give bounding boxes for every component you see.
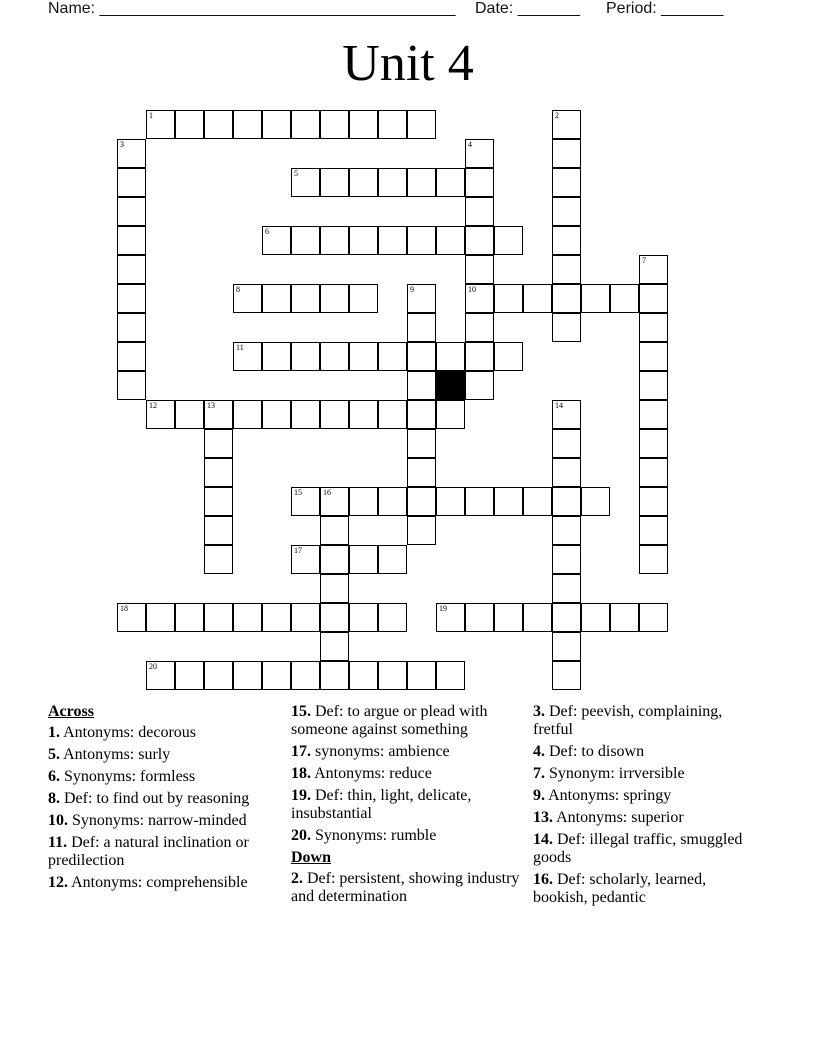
clue-number: 19 xyxy=(439,604,447,613)
clue-number: 16 xyxy=(323,488,331,497)
crossword-cell[interactable] xyxy=(407,168,436,197)
crossword-cell[interactable] xyxy=(204,110,233,139)
clue-text: Antonyms: reduce xyxy=(314,765,432,782)
clue xyxy=(48,834,278,870)
clue-text: Def: a natural inclination or predilection xyxy=(48,834,249,869)
clue xyxy=(533,809,748,827)
crossword-cell[interactable] xyxy=(117,168,146,197)
crossword-cell[interactable] xyxy=(407,516,436,545)
crossword-cell[interactable] xyxy=(320,168,349,197)
crossword-cell[interactable] xyxy=(204,458,233,487)
clue-text: Def: peevish, complaining, fretful xyxy=(533,703,723,738)
crossword-cell[interactable] xyxy=(117,342,146,371)
clue-text: Def: scholarly, learned, bookish, pedantic xyxy=(533,871,707,906)
crossword-cell[interactable] xyxy=(610,603,639,632)
crossword-cell[interactable] xyxy=(407,661,436,690)
clue-text: Synonyms: narrow-minded xyxy=(72,812,247,829)
clue-num: 12. xyxy=(48,874,68,891)
clue xyxy=(533,787,748,805)
crossword-cell[interactable] xyxy=(320,632,349,661)
crossword-cell[interactable] xyxy=(291,110,320,139)
crossword-cell[interactable] xyxy=(233,603,262,632)
crossword-cell[interactable] xyxy=(639,400,668,429)
crossword-cell[interactable] xyxy=(639,342,668,371)
crossword-cell[interactable] xyxy=(146,110,175,139)
crossword-cell[interactable] xyxy=(581,284,610,313)
crossword-cell[interactable] xyxy=(465,284,494,313)
crossword-cell[interactable] xyxy=(204,603,233,632)
clue xyxy=(533,831,748,867)
crossword-cell[interactable] xyxy=(407,429,436,458)
crossword-cell[interactable] xyxy=(494,342,523,371)
crossword-cell[interactable] xyxy=(146,661,175,690)
crossword-cell[interactable] xyxy=(407,284,436,313)
clue-num: 2. xyxy=(291,870,303,887)
crossword-cell[interactable] xyxy=(291,342,320,371)
crossword-cell[interactable] xyxy=(378,110,407,139)
crossword-cell[interactable] xyxy=(552,603,581,632)
crossword-cell[interactable] xyxy=(349,603,378,632)
clue xyxy=(48,812,278,830)
crossword-cell[interactable] xyxy=(146,603,175,632)
crossword-cell[interactable] xyxy=(378,545,407,574)
clue-num: 16. xyxy=(533,871,553,888)
crossword-cell[interactable] xyxy=(349,487,378,516)
clue-text: Antonyms: springy xyxy=(548,787,672,804)
clue-num: 17. xyxy=(291,743,311,760)
crossword-cell[interactable] xyxy=(320,110,349,139)
clue-text: Antonyms: decorous xyxy=(63,724,196,741)
crossword-cell[interactable] xyxy=(146,400,175,429)
crossword-cell[interactable] xyxy=(639,429,668,458)
clue-num: 11. xyxy=(48,834,68,851)
crossword-cell[interactable] xyxy=(465,139,494,168)
clue-num: 10. xyxy=(48,812,68,829)
crossword-cell[interactable] xyxy=(465,197,494,226)
clue-column-1 xyxy=(48,703,278,896)
clue-text: Synonyms: formless xyxy=(64,768,196,785)
crossword-cell[interactable] xyxy=(552,487,581,516)
crossword-cell[interactable] xyxy=(117,603,146,632)
date-field[interactable]: Date: _______ xyxy=(475,0,580,17)
page-title: Unit 4 xyxy=(342,35,474,92)
crossword-cell[interactable] xyxy=(494,226,523,255)
crossword-cell[interactable] xyxy=(204,516,233,545)
crossword-cell[interactable] xyxy=(233,661,262,690)
clue-num: 5. xyxy=(48,746,60,763)
crossword-cell[interactable] xyxy=(552,632,581,661)
crossword-cell[interactable] xyxy=(465,342,494,371)
clue xyxy=(291,765,521,783)
clue-num: 18. xyxy=(291,765,311,782)
crossword-cell[interactable] xyxy=(349,284,378,313)
crossword-cell[interactable] xyxy=(291,545,320,574)
period-field[interactable]: Period: _______ xyxy=(606,0,724,17)
crossword-cell[interactable] xyxy=(436,226,465,255)
clue-num: 20. xyxy=(291,827,311,844)
clue-number: 7 xyxy=(642,256,646,265)
crossword-cell[interactable] xyxy=(436,400,465,429)
clue-text: Antonyms: comprehensible xyxy=(71,874,248,891)
clue-number: 17 xyxy=(294,546,302,555)
crossword-cell[interactable] xyxy=(320,342,349,371)
clue-num: 14. xyxy=(533,831,553,848)
clue-text: synonyms: ambience xyxy=(315,743,450,760)
clue-text: Def: illegal traffic, smuggled goods xyxy=(533,831,743,866)
clue-num: 8. xyxy=(48,790,60,807)
crossword-cell[interactable] xyxy=(233,284,262,313)
clue-text: Def: to find out by reasoning xyxy=(64,790,250,807)
crossword-cell[interactable] xyxy=(407,110,436,139)
clue-number: 18 xyxy=(120,604,128,613)
crossword-cell[interactable] xyxy=(465,226,494,255)
clue xyxy=(533,871,748,907)
crossword-cell[interactable] xyxy=(378,400,407,429)
clue-num: 13. xyxy=(533,809,553,826)
crossword-cell[interactable] xyxy=(291,168,320,197)
crossword-cell[interactable] xyxy=(552,661,581,690)
crossword-cell[interactable] xyxy=(349,226,378,255)
crossword-cell[interactable] xyxy=(407,313,436,342)
clue-num: 1. xyxy=(48,724,60,741)
clue-number: 8 xyxy=(236,285,240,294)
crossword-cell[interactable] xyxy=(175,110,204,139)
clue-num: 3. xyxy=(533,703,545,720)
crossword-cell[interactable] xyxy=(465,487,494,516)
clue-num: 9. xyxy=(533,787,545,804)
crossword-cell[interactable] xyxy=(117,139,146,168)
crossword-cell[interactable] xyxy=(349,661,378,690)
crossword-cell[interactable] xyxy=(552,197,581,226)
clue xyxy=(291,827,521,845)
clue-number: 1 xyxy=(149,111,153,120)
crossword-cell[interactable] xyxy=(378,661,407,690)
crossword-cell[interactable] xyxy=(552,458,581,487)
crossword-cell[interactable] xyxy=(436,603,465,632)
crossword-cell[interactable] xyxy=(262,226,291,255)
crossword-cell[interactable] xyxy=(291,226,320,255)
clue xyxy=(291,703,521,739)
crossword-cell[interactable] xyxy=(291,487,320,516)
crossword-cell[interactable] xyxy=(639,603,668,632)
crossword-cell[interactable] xyxy=(552,400,581,429)
crossword-cell[interactable] xyxy=(349,168,378,197)
clue-number: 5 xyxy=(294,169,298,178)
crossword-cell[interactable] xyxy=(378,168,407,197)
crossword-cell[interactable] xyxy=(465,313,494,342)
across-clues-part-1 xyxy=(48,724,278,892)
crossword-cell[interactable] xyxy=(117,371,146,400)
crossword-cell[interactable] xyxy=(175,603,204,632)
crossword-cell[interactable] xyxy=(233,400,262,429)
down-clues-part-2 xyxy=(533,703,748,907)
crossword-cell[interactable] xyxy=(494,603,523,632)
clue-text: Def: to disown xyxy=(549,743,645,760)
crossword-cell[interactable] xyxy=(407,400,436,429)
across-clues-part-2 xyxy=(291,703,521,845)
crossword-cell[interactable] xyxy=(349,400,378,429)
crossword-cell[interactable] xyxy=(291,400,320,429)
crossword-cell[interactable] xyxy=(117,197,146,226)
clue-num: 6. xyxy=(48,768,60,785)
crossword-cell[interactable] xyxy=(436,661,465,690)
crossword-cell[interactable] xyxy=(378,603,407,632)
crossword-cell[interactable] xyxy=(320,545,349,574)
clue xyxy=(48,724,278,742)
crossword-cell[interactable] xyxy=(407,458,436,487)
crossword-cell[interactable] xyxy=(639,545,668,574)
crossword-cell[interactable] xyxy=(262,342,291,371)
crossword-cell[interactable] xyxy=(465,603,494,632)
clue-number: 6 xyxy=(265,227,269,236)
crossword-cell[interactable] xyxy=(552,574,581,603)
crossword-cell[interactable] xyxy=(291,603,320,632)
clue-text: Antonyms: superior xyxy=(556,809,684,826)
clue-number: 11 xyxy=(236,343,244,352)
clue-number: 10 xyxy=(468,285,476,294)
clue xyxy=(48,746,278,764)
crossword-cell[interactable] xyxy=(378,487,407,516)
crossword-cell[interactable] xyxy=(320,487,349,516)
crossword-cell[interactable] xyxy=(117,284,146,313)
crossword-cell[interactable] xyxy=(262,661,291,690)
crossword-cell[interactable] xyxy=(320,226,349,255)
across-heading: Across xyxy=(48,703,94,720)
crossword-cell[interactable] xyxy=(523,284,552,313)
crossword-cell[interactable] xyxy=(204,661,233,690)
clue xyxy=(48,790,278,808)
crossword-cell[interactable] xyxy=(407,371,436,400)
crossword-cell[interactable] xyxy=(320,574,349,603)
crossword-cell[interactable] xyxy=(639,371,668,400)
crossword-cell[interactable] xyxy=(407,226,436,255)
crossword-cell[interactable] xyxy=(262,400,291,429)
crossword-cell[interactable] xyxy=(639,255,668,284)
crossword-cell[interactable] xyxy=(552,168,581,197)
black-square xyxy=(436,371,465,400)
crossword-cell[interactable] xyxy=(552,255,581,284)
crossword-cell[interactable] xyxy=(204,487,233,516)
crossword-cell[interactable] xyxy=(349,110,378,139)
crossword-cell[interactable] xyxy=(262,603,291,632)
clue-num: 4. xyxy=(533,743,545,760)
crossword-cell[interactable] xyxy=(378,226,407,255)
clue-num: 19. xyxy=(291,787,311,804)
crossword-cell[interactable] xyxy=(523,487,552,516)
clue-num: 15. xyxy=(291,703,311,720)
crossword-cell[interactable] xyxy=(204,400,233,429)
crossword-cell[interactable] xyxy=(204,545,233,574)
crossword-cell[interactable] xyxy=(262,284,291,313)
clue-text: Antonyms: surly xyxy=(63,746,171,763)
crossword-cell[interactable] xyxy=(117,226,146,255)
crossword-cell[interactable] xyxy=(639,516,668,545)
clue-number: 12 xyxy=(149,401,157,410)
crossword-cell[interactable] xyxy=(552,226,581,255)
clue-number: 9 xyxy=(410,285,414,294)
crossword-cell[interactable] xyxy=(407,342,436,371)
crossword-cell[interactable] xyxy=(320,661,349,690)
crossword-cell[interactable] xyxy=(204,429,233,458)
crossword-cell[interactable] xyxy=(494,284,523,313)
crossword-cell[interactable] xyxy=(436,487,465,516)
crossword-cell[interactable] xyxy=(465,168,494,197)
crossword-cell[interactable] xyxy=(639,487,668,516)
down-heading: Down xyxy=(291,849,332,866)
clue-number: 3 xyxy=(120,140,124,149)
crossword-cell[interactable] xyxy=(291,284,320,313)
crossword-cell[interactable] xyxy=(552,545,581,574)
clue xyxy=(291,870,521,906)
crossword-cell[interactable] xyxy=(320,516,349,545)
clue-column-2 xyxy=(291,703,521,910)
clue-text: Synonym: irrversible xyxy=(549,765,685,782)
clue-num: 7. xyxy=(533,765,545,782)
crossword-cell[interactable] xyxy=(233,110,262,139)
crossword-cell[interactable] xyxy=(117,255,146,284)
clue-number: 14 xyxy=(555,401,563,410)
clue-text: Def: to argue or plead with someone against something xyxy=(291,703,488,738)
crossword-cell[interactable] xyxy=(494,487,523,516)
crossword-cell[interactable] xyxy=(639,458,668,487)
crossword-cell[interactable] xyxy=(320,284,349,313)
clue xyxy=(533,743,748,761)
crossword-cell[interactable] xyxy=(465,371,494,400)
crossword-cell[interactable] xyxy=(175,400,204,429)
name-field[interactable]: Name: ________________________________________ xyxy=(48,0,456,17)
crossword-cell[interactable] xyxy=(552,110,581,139)
clue-number: 4 xyxy=(468,140,472,149)
clue-number: 20 xyxy=(149,662,157,671)
clue-text: Def: persistent, showing industry and determination xyxy=(291,870,520,905)
crossword-cell[interactable] xyxy=(436,342,465,371)
crossword-cell[interactable] xyxy=(639,313,668,342)
crossword-cell[interactable] xyxy=(552,429,581,458)
crossword-cell[interactable] xyxy=(378,342,407,371)
crossword-cell[interactable] xyxy=(610,284,639,313)
clue xyxy=(533,765,748,783)
crossword-cell[interactable] xyxy=(581,603,610,632)
clue xyxy=(533,703,748,739)
crossword-cell[interactable] xyxy=(349,545,378,574)
crossword-cell[interactable] xyxy=(436,168,465,197)
crossword-cell[interactable] xyxy=(552,313,581,342)
crossword-cell[interactable] xyxy=(349,342,378,371)
crossword-cell[interactable] xyxy=(291,661,320,690)
clue-number: 15 xyxy=(294,488,302,497)
clue-text: Synonyms: rumble xyxy=(315,827,437,844)
crossword-cell[interactable] xyxy=(639,284,668,313)
crossword-cell[interactable] xyxy=(552,139,581,168)
crossword-cell[interactable] xyxy=(262,110,291,139)
clue-number: 2 xyxy=(555,111,559,120)
crossword-cell[interactable] xyxy=(523,603,552,632)
clue xyxy=(291,787,521,823)
crossword-cell[interactable] xyxy=(233,342,262,371)
crossword-cell[interactable] xyxy=(175,661,204,690)
crossword-cell[interactable] xyxy=(117,313,146,342)
clue-number: 13 xyxy=(207,401,215,410)
crossword-cell[interactable] xyxy=(552,516,581,545)
crossword-cell[interactable] xyxy=(320,400,349,429)
clue-column-3 xyxy=(533,703,748,911)
crossword-cell[interactable] xyxy=(320,603,349,632)
crossword-cell[interactable] xyxy=(552,284,581,313)
down-clues-part-1 xyxy=(291,870,521,906)
crossword-cell[interactable] xyxy=(581,487,610,516)
clue xyxy=(291,743,521,761)
crossword-cell[interactable] xyxy=(407,487,436,516)
clue xyxy=(48,768,278,786)
clue xyxy=(48,874,278,892)
crossword-cell[interactable] xyxy=(465,255,494,284)
clue-text: Def: thin, light, delicate, insubstantial xyxy=(291,787,472,822)
